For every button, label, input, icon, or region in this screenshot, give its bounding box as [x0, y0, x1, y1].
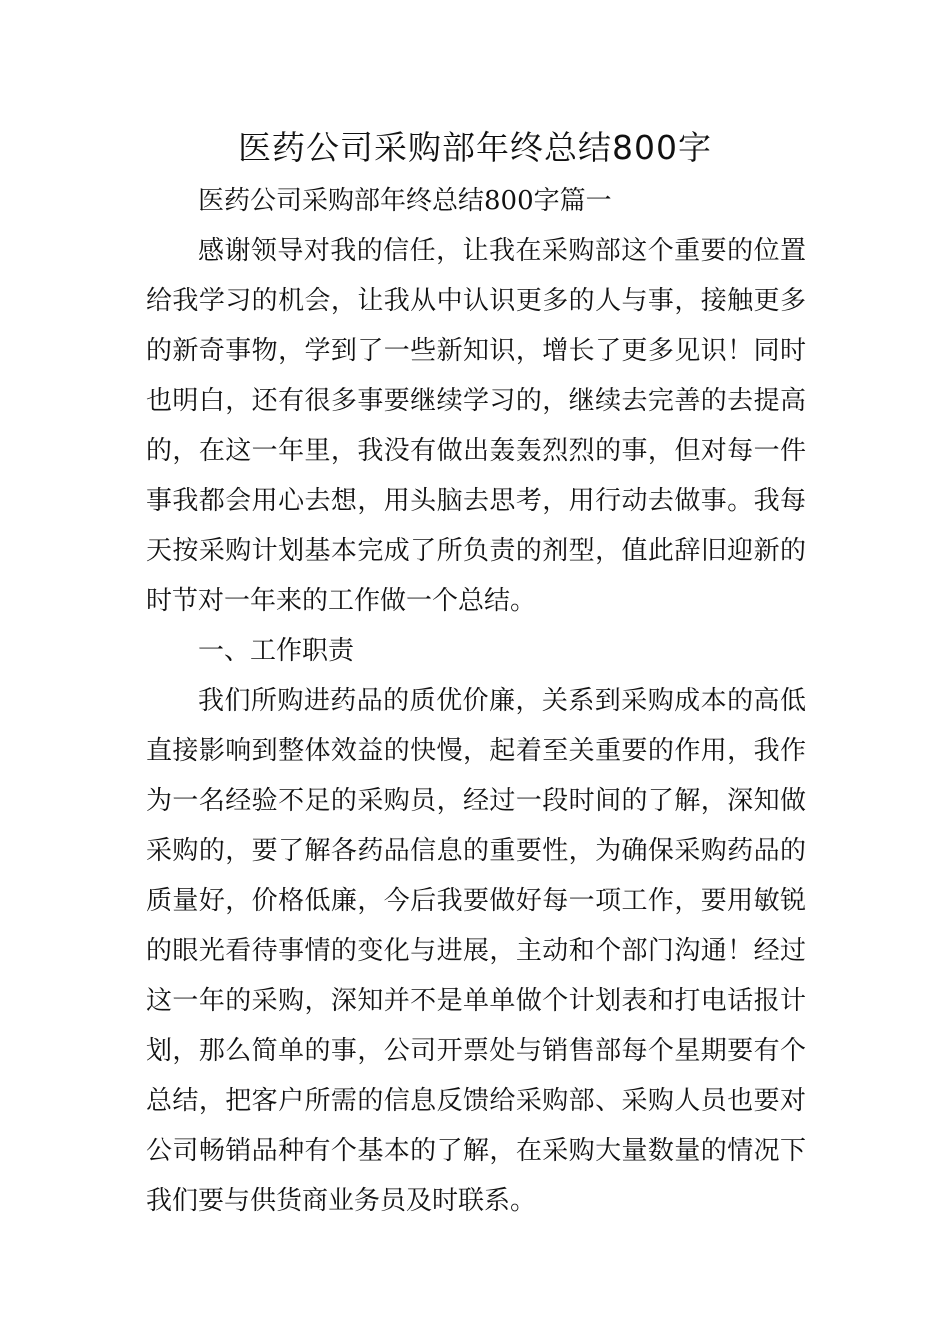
document-title: 医药公司采购部年终总结800字 [238, 128, 712, 167]
intro-paragraph: 感谢领导对我的信任，让我在采购部这个重要的位置给我学习的机会，让我从中认识更多的人与事，接触更多的新奇事物，学到了一些新知识，增长了更多见识！同时也明白，还有很多事要继续学习的，继续去完善的去提高的，在这一年里，我没有做出轰轰烈烈的事，但对每一件事我都会用心去想，用头脑去思考，用行动去做事。我每天按采购计划基本完成了所负责的剂型，值此辞旧迎新的时节对一年来的工作做一个总结。 [146, 236, 806, 616]
subtitle-paragraph: 医药公司采购部年终总结800字篇一 [198, 186, 612, 216]
duties-paragraph: 我们所购进药品的质优价廉，关系到采购成本的高低直接影响到整体效益的快慢，起着至关重要的作用，我作为一名经验不足的采购员，经过一段时间的了解，深知做采购的，要了解各药品信息的重要性，为确保采购药品的质量好，价格低廉，今后我要做好每一项工作，要用敏锐的眼光看待事情的变化与进展，主动和个部门沟通！经过这一年的采购，深知并不是单单做个计划表和打电话报计划，那么简单的事，公司开票处与销售部每个星期要有个总结，把客户所需的信息反馈给采购部、采购人员也要对公司畅销品种有个基本的了解，在采购大量数量的情况下我们要与供货商业务员及时联系。 [146, 686, 806, 1216]
document-body [146, 176, 806, 1226]
section-heading: 一、工作职责 [198, 636, 355, 666]
